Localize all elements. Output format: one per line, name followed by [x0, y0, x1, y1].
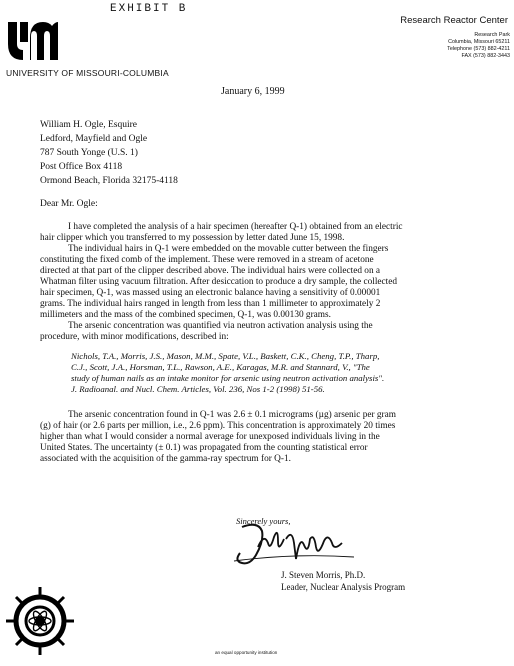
letter-body	[40, 222, 403, 343]
signer-name: J. Steven Morris, Ph.D.	[281, 570, 366, 580]
signature-icon	[228, 521, 356, 573]
body-line: Whatman filter using vacuum filtration. After desiccation to produce a dry sample, the collected	[40, 277, 398, 287]
recipient-line: William H. Ogle, Esquire	[40, 120, 137, 130]
university-logo-icon	[6, 18, 58, 62]
result-line: higher than what I would consider a normal average for unexposed individuals living in the	[40, 432, 380, 442]
recipient-line: Post Office Box 4118	[40, 162, 123, 172]
signer-title: Leader, Nuclear Analysis Program	[281, 582, 406, 592]
body-line: directed at that part of the clipper described above. The individual hairs were collected on a	[40, 266, 381, 276]
citation-line: C.J., Scott, J.A., Horsman, T.L., Rawson, A.E., Karagas, M.R. and Stannard, V., "The	[71, 362, 370, 372]
citation-line: study of human nails as an intake monitor for arsenic using neutron activation analysis".	[71, 373, 385, 383]
recipient-line: 787 South Yonge (U.S. 1)	[40, 148, 138, 158]
closing: Sincerely yours,	[236, 516, 291, 526]
address-line: Columbia, Missouri 65211	[448, 39, 510, 45]
recipient-address	[40, 118, 178, 188]
recipient-line: Ormond Beach, Florida 32175-4118	[40, 176, 178, 186]
address-line: Research Park	[474, 32, 510, 38]
research-center-name: Research Reactor Center	[400, 15, 508, 26]
body-line: millimeters and the mass of the combined specimen, Q-1, was 0.00130 grams.	[40, 310, 331, 320]
reactor-seal-icon	[4, 585, 76, 657]
address-line: FAX (573) 882-3443	[461, 53, 510, 59]
salutation: Dear Mr. Ogle:	[40, 199, 98, 209]
citation-line: Nichols, T.A., Morris, J.S., Mason, M.M., Spate, V.L., Baskett, C.K., Cheng, T.P., Tharp,	[71, 351, 380, 361]
body-line: I have completed the analysis of a hair specimen (hereafter Q-1) obtained from an electric	[68, 222, 403, 232]
body-line: The individual hairs in Q-1 were embedded on the movable cutter between the fingers	[68, 244, 389, 254]
body-line: The arsenic concentration was quantified via neutron activation analysis using the	[68, 321, 373, 331]
body-line: grams. The individual hairs ranged in length from less than 1 millimeter to approximately 2	[40, 299, 381, 309]
body-line: hair clipper which you transferred to my possession by letter dated June 15, 1998.	[40, 233, 345, 243]
letterhead-address	[447, 32, 510, 60]
body-line: hair specimen, Q-1, was massed using an electronic balance having a sensitivity of 0.00001	[40, 288, 381, 298]
result-line: associated with the acquisition of the gamma-ray spectrum for Q-1.	[40, 454, 291, 464]
university-name: UNIVERSITY OF MISSOURI-COLUMBIA	[6, 68, 169, 78]
result-line: United States. The uncertainty (± 0.1) was propagated from the counting statistical error	[40, 443, 368, 453]
footer-note: an equal opportunity institution	[215, 650, 278, 655]
signature-block	[281, 569, 405, 593]
result-line: The arsenic concentration found in Q-1 was 2.6 ± 0.1 micrograms (µg) arsenic per gram	[68, 410, 396, 420]
results-paragraph	[40, 410, 396, 465]
result-line: (g) of hair (or 2.6 parts per million, i.e., 2.6 ppm). This concentration is approximately 20 times	[40, 421, 396, 431]
citation	[71, 351, 384, 395]
citation-line: J. Radioanal. and Nucl. Chem. Articles, Vol. 236, Nos 1-2 (1998) 51-56.	[71, 384, 325, 394]
exhibit-label: EXHIBIT B	[110, 3, 188, 15]
address-line: Telephone (573) 882-4211	[447, 46, 510, 52]
letter-date: January 6, 1999	[221, 86, 285, 97]
body-line: procedure, with minor modifications, described in:	[40, 332, 229, 342]
body-line: constituting the fixed comb of the implement. These were removed in a stream of acetone	[40, 255, 374, 265]
recipient-line: Ledford, Mayfield and Ogle	[40, 134, 148, 144]
